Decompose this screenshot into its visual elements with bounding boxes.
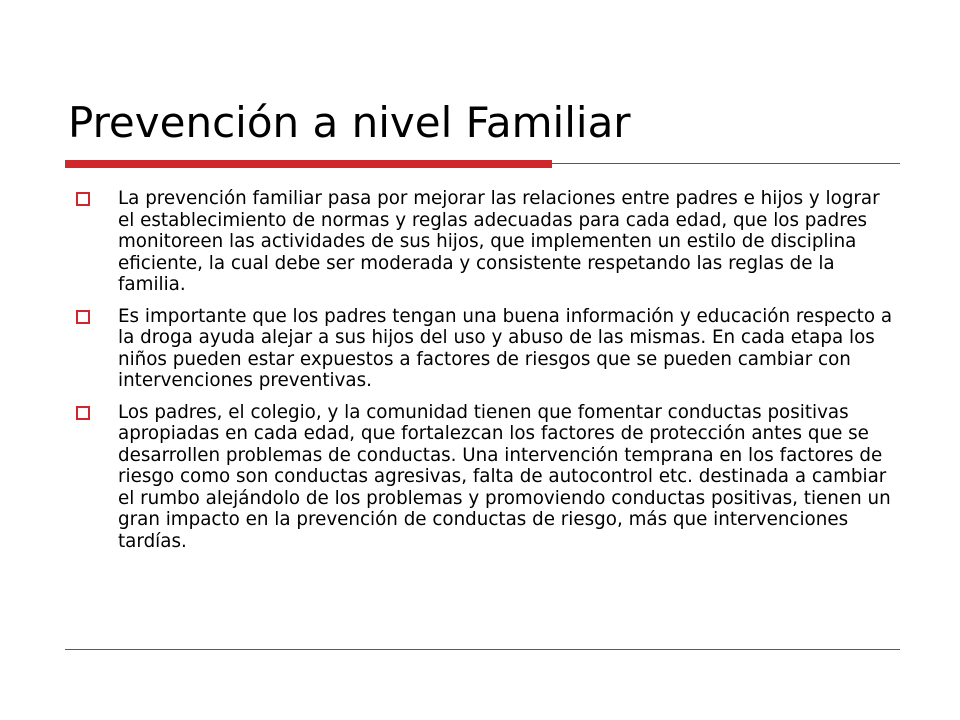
title-underline-thin <box>552 163 900 164</box>
bullet-text: Es importante que los padres tengan una buena información y educación respecto a la droga ayuda alejar a sus hijos del uso y abuso de las mismas. En cada etapa los niños pueden estar expuestos a factores de riesgos que se pueden cambiar con intervenciones preventivas. <box>118 305 893 391</box>
bullet-text: La prevención familiar pasa por mejorar las relaciones entre padres e hijos y lograr el establecimiento de normas y reglas adecuadas para cada edad, que los padres monitoreen las actividades de sus hijos, que implementen un estilo de disciplina eficiente, la cual debe ser moderada y consistente respetando las reglas de la familia. <box>118 188 880 295</box>
title-underline-thick <box>65 160 552 168</box>
footer-divider <box>65 649 900 650</box>
hollow-square-bullet-icon <box>76 192 90 206</box>
bullet-item-1 <box>70 188 900 296</box>
bullet-list <box>70 188 900 562</box>
hollow-square-bullet-icon <box>76 406 90 420</box>
bullet-text: Los padres, el colegio, y la comunidad tienen que fomentar conductas positivas apropiadas en cada edad, que fortalezcan los factores de protección antes que se desarrollen problemas de conductas. Una intervención temprana en los factores de riesgo como son conductas agresivas, falta de autocontrol etc. destinada a cambiar el rumbo alejándolo de los problemas y promoviendo conductas positivas, tienen un gran impacto en la prevención de conductas de riesgo, más que intervenciones tardías. <box>118 401 891 552</box>
bullet-item-2 <box>70 306 900 392</box>
bullet-item-3 <box>70 402 900 553</box>
slide-title: Prevención a nivel Familiar <box>68 98 631 147</box>
hollow-square-bullet-icon <box>76 310 90 324</box>
